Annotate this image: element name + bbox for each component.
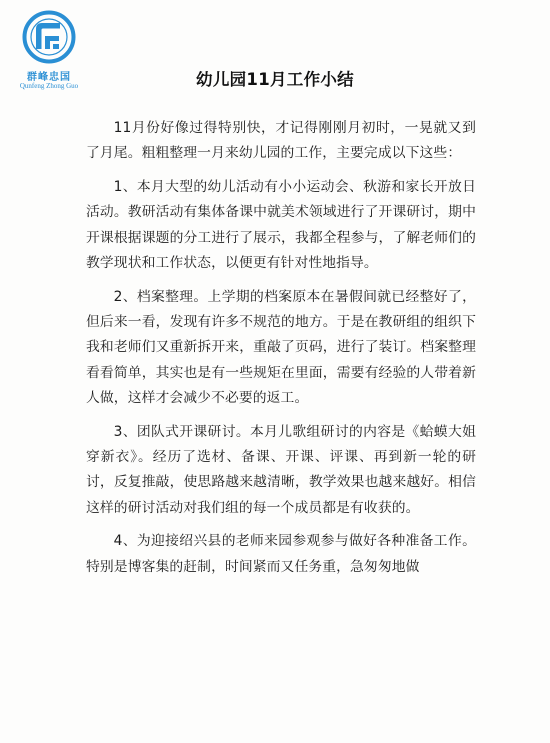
document-title: 幼儿园11月工作小结 xyxy=(196,70,354,89)
logo-name-english: Qunfeng Zhong Guo xyxy=(19,82,79,90)
paragraph-item-1: 1、本月大型的幼儿活动有小小运动会、秋游和家长开放日活动。教研活动有集体备课中就美术领域进行了开课研讨，期中开课根据课题的分工进行了展示，我都全程参与，了解老师们的教学现状和工作状态，以便更有针对性地指导。 xyxy=(86,179,476,271)
paragraph-item-2: 2、档案整理。上学期的档案原本在暑假间就已经整好了，但后来一看，发现有许多不规范的地方。于是在教研组的组织下我和老师们又重新拆开来，重敲了页码，进行了装订。档案整理看看简单，其实也是有一些规矩在里面，需要有经验的人带着新人做，这样才会减少不必要的返工。 xyxy=(86,288,476,406)
logo-mark-icon xyxy=(22,10,76,64)
paragraph-item-4: 4、为迎接绍兴县的老师来园参观参与做好各种准备工作。特别是博客集的赶制，时间紧而又任务重，急匆匆地做 xyxy=(86,533,476,575)
paragraph-intro: 11月份好像过得特别快，才记得刚刚月初时，一晃就又到了月尾。粗粗整理一月来幼儿园的工作，主要完成以下这些： xyxy=(86,120,476,162)
paragraph-item-3: 3、团队式开课研讨。本月儿歌组研讨的内容是《蛤蟆大姐穿新衣》。经历了选材、备课、开课、评课、再到新一轮的研讨，反复推敲，使思路越来越清晰，教学效果也越来越好。相信这样的研讨活动对我们组的每一个成员都是有收获的。 xyxy=(86,423,476,516)
logo-name-chinese: 群峰忠国 xyxy=(27,72,71,83)
document-body xyxy=(86,116,476,589)
